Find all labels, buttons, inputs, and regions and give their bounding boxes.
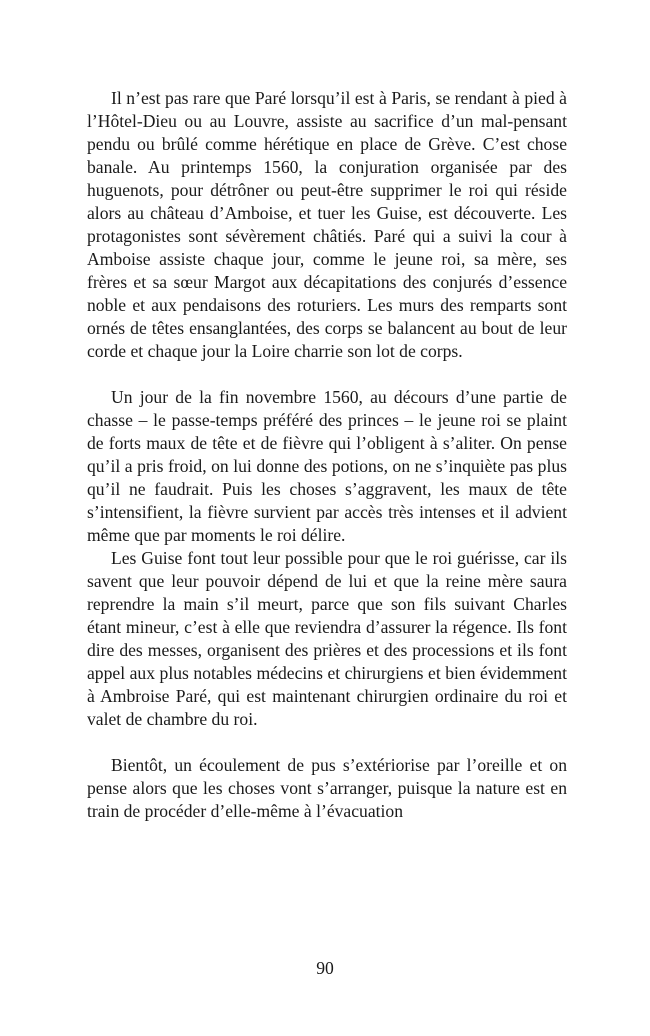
paragraph-4: Bientôt, un écoulement de pus s’extériorise par l’oreille et on pense alors que les choses vont s’arranger, puisque la nature est en train de procéder d’elle-même à l’évacuation — [87, 755, 567, 821]
paragraph-3: Les Guise font tout leur possible pour que le roi guérisse, car ils savent que leur pouvoir dépend de lui et que la reine mère saura reprendre la main s’il meurt, parce que son fils suivant Charles étant mineur, c’est à elle que reviendra d’assurer la régence. Ils font dire des messes, organisent des prières et des processions et ils font appel aux plus notables médecins et chirurgiens et bien évidemment à Ambroise Paré, qui est maintenant chirurgien ordinaire du roi et valet de chambre du roi. — [87, 548, 567, 729]
paragraph-spacer — [87, 363, 567, 386]
page-body — [87, 87, 567, 823]
paragraph-spacer — [87, 731, 567, 754]
paragraph-2: Un jour de la fin novembre 1560, au décours d’une partie de chasse – le passe-temps préféré des princes – le jeune roi se plaint de forts maux de tête et de fièvre qui l’obligent à s’aliter. On pense qu’il a pris froid, on lui donne des potions, on ne s’inquiète pas plus qu’il ne faudrait. Puis les choses s’aggravent, les maux de tête s’intensifient, la fièvre survient par accès très intenses et il advient même que par moments le roi délire. — [87, 387, 567, 545]
paragraph-1: Il n’est pas rare que Paré lorsqu’il est à Paris, se rendant à pied à l’Hôtel-Dieu ou au Louvre, assiste au sacrifice d’un mal-pensant pendu ou brûlé comme hérétique en place de Grève. C’est chose banale. Au printemps 1560, la conjuration organisée par des huguenots, pour détrôner ou peut-être supprimer le roi qui réside alors au château d’Amboise, et tuer les Guise, est découverte. Les protagonistes sont sévèrement châtiés. Paré qui a suivi la cour à Amboise assiste chaque jour, comme le jeune roi, sa mère, ses frères et sa sœur Margot aux décapitations des conjurés d’essence noble et aux pendaisons des roturiers. Les murs des remparts sont ornés de têtes ensanglantées, des corps se balancent au bout de leur corde et chaque jour la Loire charrie son lot de corps. — [87, 88, 567, 361]
page-number: 90 — [316, 958, 334, 978]
